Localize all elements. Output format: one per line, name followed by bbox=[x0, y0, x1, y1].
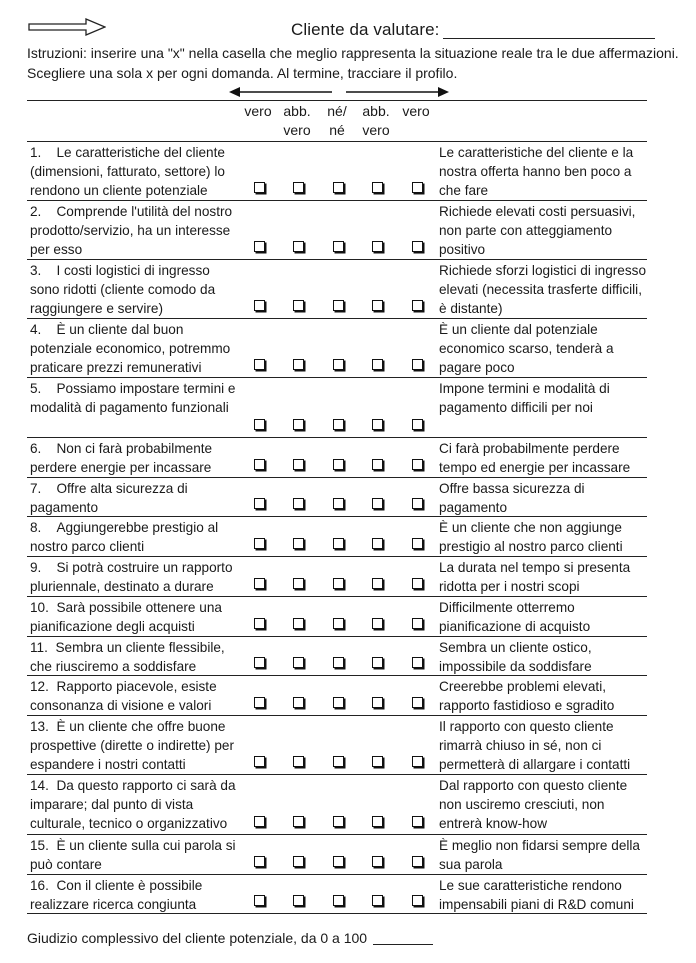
rating-checkbox-1[interactable] bbox=[254, 856, 265, 867]
statement-positive: 8. Aggiungerebbe prestigio al nostro parco clienti bbox=[30, 520, 219, 554]
statement-positive: 3. I costi logistici di ingresso sono ridotti (cliente comodo da raggiungere e servire) bbox=[30, 263, 216, 316]
rating-checkbox-2[interactable] bbox=[293, 618, 304, 629]
direction-arrows-icon bbox=[228, 84, 450, 100]
statement-positive: 12. Rapporto piacevole, esiste consonanza di visione e valori bbox=[30, 679, 217, 713]
table-row bbox=[27, 438, 647, 478]
rating-checkbox-1[interactable] bbox=[254, 618, 265, 629]
statement-positive: 1. Le caratteristiche del cliente (dimensioni, fatturato, settore) lo rendono un cliente potenziale bbox=[30, 145, 225, 198]
rating-checkbox-1[interactable] bbox=[254, 498, 265, 509]
rating-checkbox-2[interactable] bbox=[293, 241, 304, 252]
table-row bbox=[27, 201, 647, 260]
table-row bbox=[27, 517, 647, 557]
statement-positive: 7. Offre alta sicurezza di pagamento bbox=[30, 481, 188, 515]
rating-checkbox-3[interactable] bbox=[333, 657, 344, 668]
rating-checkbox-4[interactable] bbox=[372, 816, 383, 827]
rating-checkbox-5[interactable] bbox=[412, 657, 423, 668]
statement-positive: 4. È un cliente dal buon potenziale economico, potremmo praticare prezzi remunerativi bbox=[30, 322, 231, 375]
instructions bbox=[27, 43, 679, 83]
rating-checkbox-4[interactable] bbox=[372, 241, 383, 252]
rating-checkbox-3[interactable] bbox=[333, 300, 344, 311]
statement-negative: Richiede elevati costi persuasivi, non parte con atteggiamento positivo bbox=[439, 204, 636, 257]
statement-negative: Il rapporto con questo cliente rimarrà chiuso in sé, non ci permetterà di allargare i contatti bbox=[439, 719, 631, 772]
statement-negative: Offre bassa sicurezza di pagamento bbox=[439, 481, 585, 515]
rating-checkbox-4[interactable] bbox=[372, 578, 383, 589]
rating-checkbox-1[interactable] bbox=[254, 895, 265, 906]
rating-checkbox-3[interactable] bbox=[333, 895, 344, 906]
rating-checkbox-3[interactable] bbox=[333, 241, 344, 252]
statement-positive: 13. È un cliente che offre buone prospettive (dirette o indirette) per espandere i nostri contatti bbox=[30, 719, 235, 772]
rating-checkbox-1[interactable] bbox=[254, 657, 265, 668]
rating-checkbox-1[interactable] bbox=[254, 756, 265, 767]
rating-checkbox-5[interactable] bbox=[412, 498, 423, 509]
statement-positive: 10. Sarà possibile ottenere una pianificazione degli acquisti bbox=[30, 600, 222, 634]
rating-checkbox-5[interactable] bbox=[412, 756, 423, 767]
rating-checkbox-2[interactable] bbox=[293, 657, 304, 668]
statement-negative: Le sue caratteristiche rendono impensabili piani di R&D comuni bbox=[439, 878, 634, 912]
table-row bbox=[27, 378, 647, 438]
rating-checkbox-4[interactable] bbox=[372, 756, 383, 767]
rating-checkbox-4[interactable] bbox=[372, 300, 383, 311]
rating-checkbox-1[interactable] bbox=[254, 816, 265, 827]
statement-negative: È meglio non fidarsi sempre della sua parola bbox=[439, 838, 640, 872]
table-row bbox=[27, 319, 647, 378]
rating-checkbox-5[interactable] bbox=[412, 697, 423, 708]
rating-checkbox-2[interactable] bbox=[293, 300, 304, 311]
rating-checkbox-1[interactable] bbox=[254, 697, 265, 708]
header-arrow-icon bbox=[28, 18, 106, 36]
instructions-line-1: Istruzioni: inserire una "x" nella casella che meglio rappresenta la situazione reale tra le due affermazioni. bbox=[27, 45, 679, 61]
rating-checkbox-4[interactable] bbox=[372, 538, 383, 549]
statement-negative: Impone termini e modalità di pagamento difficili per noi bbox=[439, 381, 610, 415]
table-row bbox=[27, 597, 647, 637]
rating-checkbox-1[interactable] bbox=[254, 241, 265, 252]
rating-checkbox-4[interactable] bbox=[372, 419, 383, 430]
rating-checkbox-3[interactable] bbox=[333, 856, 344, 867]
rating-checkbox-4[interactable] bbox=[372, 697, 383, 708]
rating-checkbox-5[interactable] bbox=[412, 359, 423, 370]
rating-checkbox-2[interactable] bbox=[293, 359, 304, 370]
rating-checkbox-2[interactable] bbox=[293, 498, 304, 509]
table-row bbox=[27, 142, 647, 201]
rating-checkbox-2[interactable] bbox=[293, 816, 304, 827]
rating-checkbox-5[interactable] bbox=[412, 895, 423, 906]
statement-negative: Creerebbe problemi elevati, rapporto fastidioso e sgradito bbox=[439, 679, 615, 713]
statement-positive: 14. Da questo rapporto ci sarà da imparare; dal punto di vista culturale, tecnico o organizzativo bbox=[30, 778, 236, 831]
rating-checkbox-3[interactable] bbox=[333, 756, 344, 767]
rating-checkbox-5[interactable] bbox=[412, 419, 423, 430]
rating-checkbox-1[interactable] bbox=[254, 300, 265, 311]
rating-checkbox-4[interactable] bbox=[372, 359, 383, 370]
table-row bbox=[27, 260, 647, 319]
rating-checkbox-3[interactable] bbox=[333, 816, 344, 827]
rating-checkbox-4[interactable] bbox=[372, 895, 383, 906]
rating-checkbox-3[interactable] bbox=[333, 538, 344, 549]
rating-checkbox-4[interactable] bbox=[372, 618, 383, 629]
statement-negative: Le caratteristiche del cliente e la nostra offerta hanno ben poco a che fare bbox=[439, 145, 634, 198]
statement-positive: 11. Sembra un cliente flessibile, che riusciremo a soddisfare bbox=[30, 640, 225, 674]
rating-checkbox-2[interactable] bbox=[293, 459, 304, 470]
table-row bbox=[27, 676, 647, 716]
rating-checkbox-3[interactable] bbox=[333, 578, 344, 589]
table-row bbox=[27, 557, 647, 597]
rating-checkbox-5[interactable] bbox=[412, 578, 423, 589]
rating-checkbox-2[interactable] bbox=[293, 182, 304, 193]
rating-checkbox-1[interactable] bbox=[254, 419, 265, 430]
rating-checkbox-3[interactable] bbox=[333, 697, 344, 708]
header-rule bbox=[27, 100, 647, 101]
scale-col-3: né/ né bbox=[327, 103, 347, 138]
client-title: Cliente da valutare: bbox=[291, 20, 440, 39]
rating-checkbox-2[interactable] bbox=[293, 856, 304, 867]
statement-negative: È un cliente che non aggiunge prestigio al nostro parco clienti bbox=[439, 520, 623, 554]
rating-checkbox-1[interactable] bbox=[254, 578, 265, 589]
rating-checkbox-1[interactable] bbox=[254, 182, 265, 193]
rating-checkbox-5[interactable] bbox=[412, 241, 423, 252]
rating-checkbox-1[interactable] bbox=[254, 538, 265, 549]
rating-checkbox-3[interactable] bbox=[333, 459, 344, 470]
statement-negative: Ci farà probabilmente perdere tempo ed energie per incassare bbox=[439, 441, 631, 475]
statement-negative: Sembra un cliente ostico, impossibile da soddisfare bbox=[439, 640, 592, 674]
table-row bbox=[27, 835, 647, 875]
questionnaire-table bbox=[27, 141, 647, 914]
rating-checkbox-4[interactable] bbox=[372, 856, 383, 867]
statement-negative: Dal rapporto con questo cliente non usciremo cresciuti, non entrerà know-how bbox=[439, 778, 628, 831]
scale-col-4: abb. vero bbox=[362, 103, 390, 138]
rating-checkbox-2[interactable] bbox=[293, 697, 304, 708]
statement-positive: 16. Con il cliente è possibile realizzare ricerca congiunta bbox=[30, 878, 203, 912]
statement-negative: Richiede sforzi logistici di ingresso elevati (necessita trasferte difficili, è distante) bbox=[439, 263, 647, 316]
statement-negative: Difficilmente otterremo pianificazione di acquisto bbox=[439, 600, 591, 634]
rating-checkbox-4[interactable] bbox=[372, 459, 383, 470]
rating-checkbox-2[interactable] bbox=[293, 895, 304, 906]
rating-checkbox-1[interactable] bbox=[254, 359, 265, 370]
rating-checkbox-5[interactable] bbox=[412, 459, 423, 470]
statement-negative: La durata nel tempo si presenta ridotta per i nostri scopi bbox=[439, 560, 631, 594]
rating-checkbox-4[interactable] bbox=[372, 657, 383, 668]
statement-positive: 5. Possiamo impostare termini e modalità di pagamento funzionali bbox=[30, 381, 236, 415]
rating-checkbox-5[interactable] bbox=[412, 618, 423, 629]
client-name-field[interactable] bbox=[443, 38, 655, 39]
table-row bbox=[27, 478, 647, 517]
rating-checkbox-4[interactable] bbox=[372, 182, 383, 193]
table-row bbox=[27, 637, 647, 676]
overall-rating-field[interactable] bbox=[373, 944, 433, 945]
rating-checkbox-3[interactable] bbox=[333, 498, 344, 509]
rating-checkbox-5[interactable] bbox=[412, 816, 423, 827]
rating-checkbox-5[interactable] bbox=[412, 300, 423, 311]
overall-rating bbox=[27, 930, 433, 946]
rating-checkbox-3[interactable] bbox=[333, 182, 344, 193]
statement-negative: È un cliente dal potenziale economico scarso, tenderà a pagare poco bbox=[439, 322, 614, 375]
rating-checkbox-2[interactable] bbox=[293, 538, 304, 549]
rating-checkbox-5[interactable] bbox=[412, 182, 423, 193]
scale-col-2: abb. vero bbox=[283, 103, 311, 138]
rating-checkbox-3[interactable] bbox=[333, 618, 344, 629]
statement-positive: 9. Si potrà costruire un rapporto pluriennale, destinato a durare bbox=[30, 560, 233, 594]
statement-positive: 2. Comprende l'utilità del nostro prodotto/servizio, ha un interesse per esso bbox=[30, 204, 233, 257]
rating-checkbox-5[interactable] bbox=[412, 856, 423, 867]
scale-col-1: vero bbox=[244, 103, 272, 119]
rating-checkbox-2[interactable] bbox=[293, 578, 304, 589]
rating-checkbox-3[interactable] bbox=[333, 419, 344, 430]
overall-rating-label: Giudizio complessivo del cliente potenziale, da 0 a 100 bbox=[27, 930, 368, 946]
table-row bbox=[27, 875, 647, 914]
rating-checkbox-2[interactable] bbox=[293, 756, 304, 767]
instructions-line-2: Scegliere una sola x per ogni domanda. Al termine, tracciare il profilo. bbox=[27, 65, 458, 81]
rating-checkbox-2[interactable] bbox=[293, 419, 304, 430]
rating-checkbox-3[interactable] bbox=[333, 359, 344, 370]
rating-checkbox-4[interactable] bbox=[372, 498, 383, 509]
statement-positive: 6. Non ci farà probabilmente perdere energie per incassare bbox=[30, 441, 213, 475]
rating-checkbox-5[interactable] bbox=[412, 538, 423, 549]
table-row bbox=[27, 716, 647, 775]
scale-col-5: vero bbox=[402, 103, 430, 119]
statement-positive: 15. È un cliente sulla cui parola si può contare bbox=[30, 838, 236, 872]
rating-checkbox-1[interactable] bbox=[254, 459, 265, 470]
table-row bbox=[27, 775, 647, 835]
